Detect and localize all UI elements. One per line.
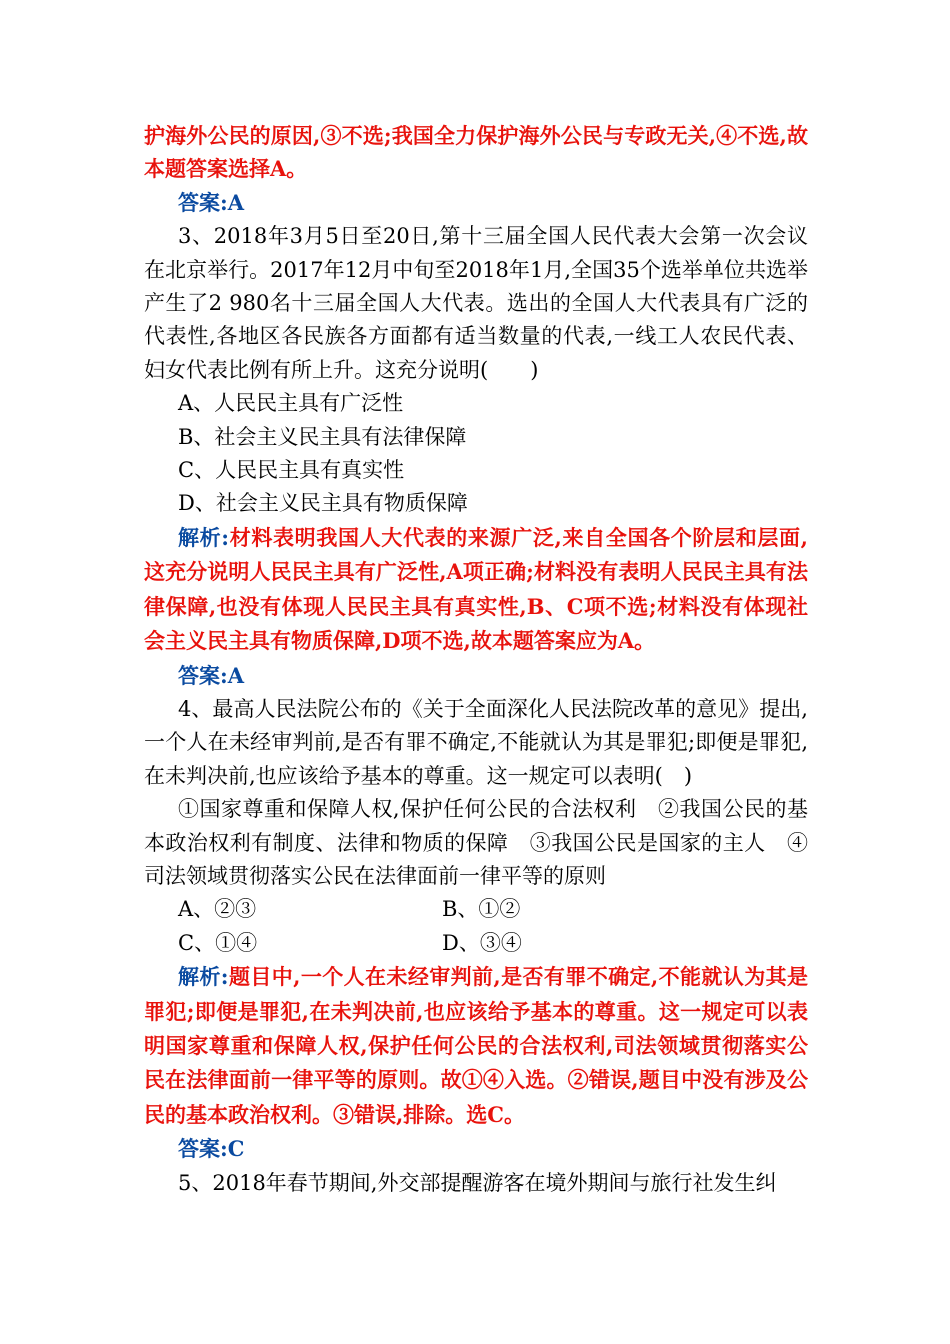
q4-options-row-1 (144, 893, 808, 926)
answer-value: A (227, 662, 245, 688)
q4-stem: 4、最高人民法院公布的《关于全面深化人民法院改革的意见》提出,一个人在未经审判前,是否有罪不确定,不能就认为其是罪犯;即便是罪犯,在未判决前,也应该给予基本的尊重。这一规定可以表明( ) (144, 696, 808, 788)
q3-option-b: B、社会主义民主具有法律保障 (178, 424, 467, 449)
q4-option-b: B、①② (442, 897, 521, 922)
q2-answer (144, 186, 808, 220)
q4-statements: ①国家尊重和保障人权,保护任何公民的合法权利 ②我国公民的基本政治权利有制度、法律和物质的保障 ③我国公民是国家的主人 ④司法领域贯彻落实公民在法律面前一律平等的原则 (144, 797, 808, 888)
q2-analysis-continuation: 护海外公民的原因,③不选;我国全力保护海外公民与专政无关,④不选,故本题答案选择A。 (144, 123, 808, 182)
analysis-label: 解析: (178, 964, 229, 990)
answer-label: 答案: (178, 189, 228, 215)
q3-option-d: D、社会主义民主具有物质保障 (178, 491, 468, 516)
q3-option-c: C、人民民主具有真实性 (178, 458, 405, 483)
analysis-text: 题目中,一个人在未经审判前,是否有罪不确定,不能就认为其是罪犯;即便是罪犯,在未判决前,也应该给予基本的尊重。这一规定可以表明国家尊重和保障人权,保护任何公民的合法权利,司法领域贯彻落实公民在法律面前一律平等的原则。故①④入选。②错误,题目中没有涉及公民的基本政治权利。③错误,排除。选C。 (144, 964, 808, 1127)
answer-value: A (227, 189, 245, 215)
answer-value: C (227, 1136, 245, 1162)
answer-label: 答案: (178, 1136, 228, 1162)
q4-option-a: A、②③ (178, 897, 257, 922)
q3-stem: 3、2018年3月5日至20日,第十三届全国人民代表大会第一次会议在北京举行。2017年12月中旬至2018年1月,全国35个选举单位共选举产生了2 980名十三届全国人大代表。选出的全国人大代表具有广泛的代表性,各地区各民族各方面都有适当数量的代表,一线工人农民代表、妇女代表比例有所上升。这充分说明( ) (144, 224, 808, 382)
q5-stem: 5、2018年春节期间,外交部提醒游客在境外期间与旅行社发生纠 (178, 1170, 777, 1195)
q3-answer (144, 659, 808, 693)
q3-analysis (144, 521, 808, 659)
q4-option-d: D、③④ (442, 930, 522, 955)
analysis-label: 解析: (178, 524, 230, 550)
q4-answer (144, 1132, 808, 1166)
q4-option-c: C、①④ (178, 930, 258, 955)
q3-option-a: A、人民民主具有广泛性 (178, 391, 404, 416)
analysis-text: 材料表明我国人大代表的来源广泛,来自全国各个阶层和层面,这充分说明人民民主具有广泛性,A项正确;材料没有表明人民民主具有法律保障,也没有体现人民民主具有真实性,B、C项不选;材料没有体现社会主义民主具有物质保障,D项不选,故本题答案应为A。 (144, 524, 808, 654)
document-page (144, 119, 808, 1200)
q4-options-row-2 (144, 927, 808, 960)
answer-label: 答案: (178, 662, 228, 688)
q4-analysis (144, 960, 808, 1132)
